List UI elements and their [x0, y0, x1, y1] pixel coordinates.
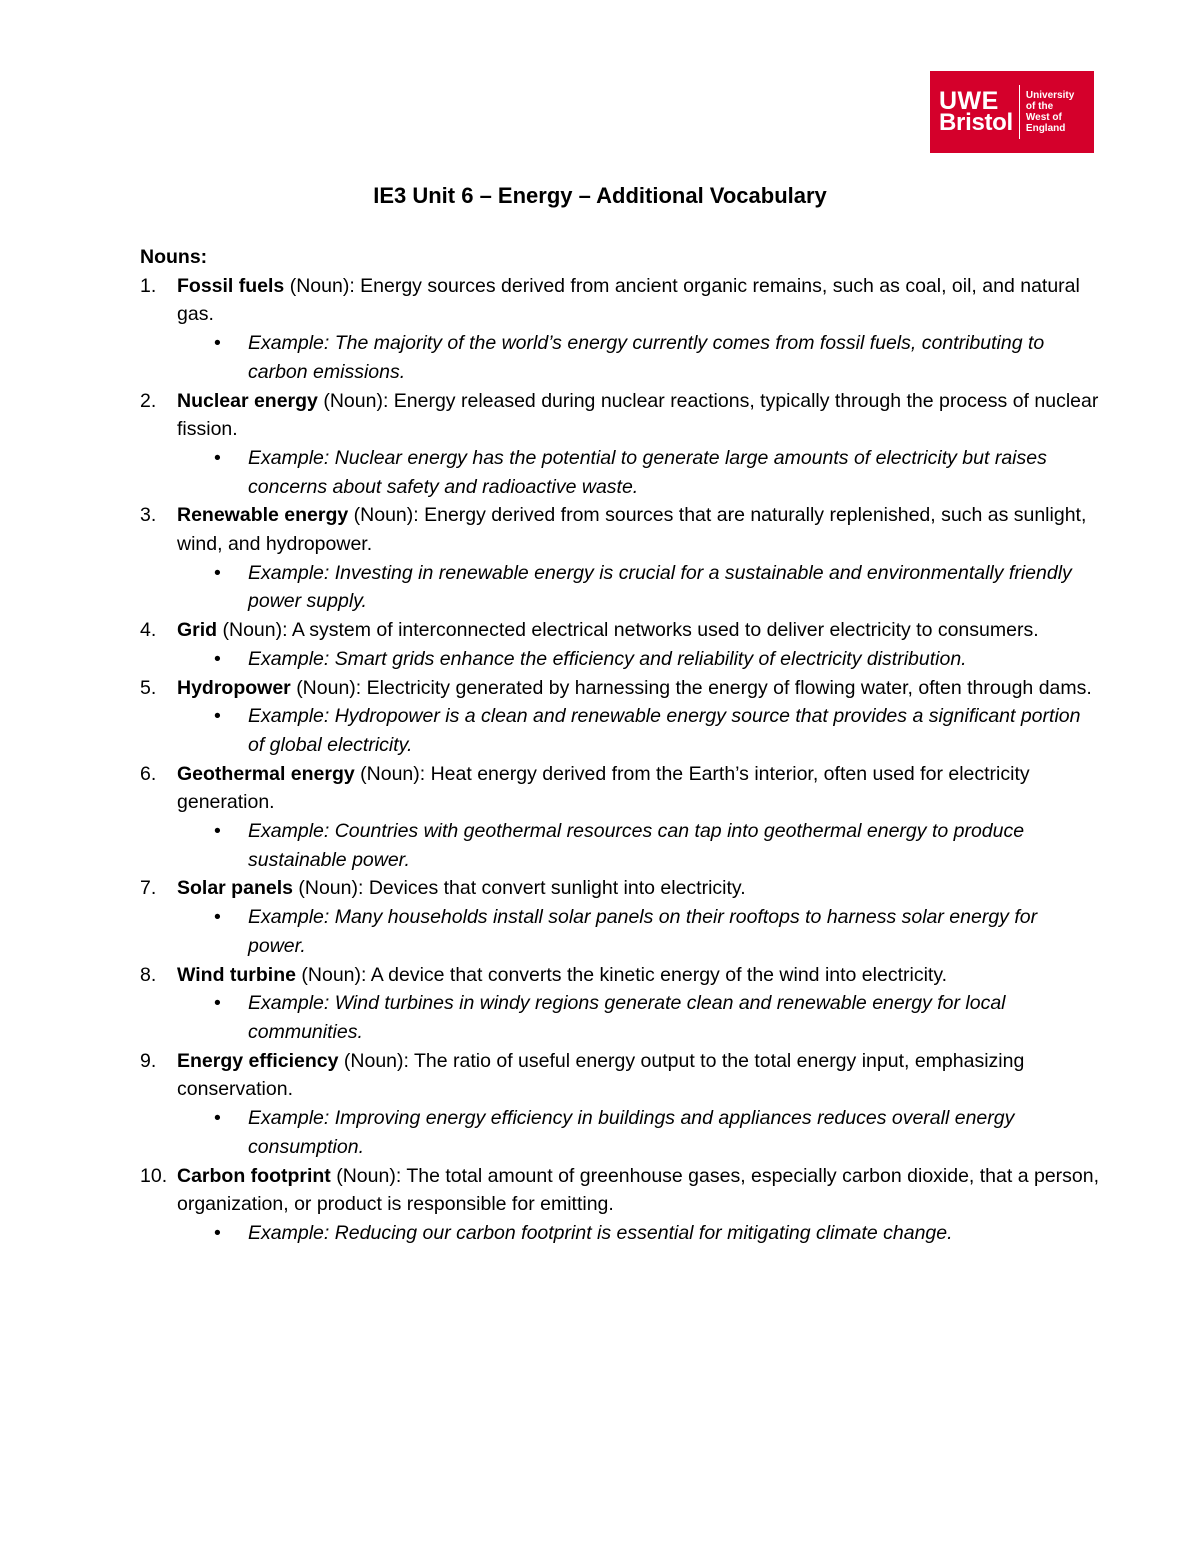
section-heading: Nouns: — [140, 246, 208, 268]
example-list — [177, 444, 1100, 501]
item-number: 3. — [140, 504, 157, 527]
example-list — [177, 329, 1100, 386]
part-of-speech: (Noun) — [289, 274, 350, 297]
logo-sub-line: West of — [1025, 112, 1062, 123]
example-list — [177, 645, 1100, 674]
example-list — [177, 1104, 1100, 1161]
part-of-speech: (Noun) — [222, 619, 283, 642]
vocab-definition: : Electricity generated by harnessing the energy of flowing water, often through dams. — [355, 676, 1092, 699]
bullet-icon: • — [214, 992, 221, 1015]
bullet-icon: • — [214, 820, 221, 843]
example-item — [177, 903, 1100, 960]
bullet-icon: • — [214, 906, 221, 929]
bullet-icon: • — [214, 446, 221, 469]
bullet-icon: • — [214, 332, 221, 355]
vocab-term: Renewable energy — [177, 504, 349, 527]
vocab-definition: : The ratio of useful energy output to the total energy input, emphasizing conservation. — [177, 1049, 1025, 1101]
item-number: 4. — [140, 619, 157, 642]
example-text: Example: Nuclear energy has the potential to generate large amounts of electricity but raises concerns about safety and radioactive waste. — [248, 446, 1047, 498]
part-of-speech: (Noun) — [298, 877, 358, 900]
part-of-speech: (Noun) — [296, 676, 356, 699]
vocab-term: Carbon footprint — [177, 1164, 331, 1187]
vocab-definition: : A device that converts the kinetic energy of the wind into electricity. — [361, 963, 948, 986]
vocab-definition: : The total amount of greenhouse gases, especially carbon dioxide, that a person, organization, or product is responsible for emitting. — [177, 1164, 1100, 1216]
vocab-term: Energy efficiency — [177, 1049, 339, 1072]
vocab-item — [140, 501, 1100, 616]
vocab-item — [140, 674, 1100, 760]
vocab-item — [140, 961, 1100, 1047]
item-number: 7. — [140, 877, 157, 900]
vocab-item — [140, 1162, 1100, 1248]
example-list — [177, 702, 1100, 759]
vocab-item — [140, 760, 1100, 875]
vocab-term: Solar panels — [177, 877, 293, 900]
document-body — [140, 243, 1100, 1248]
vocab-definition: : Energy derived from sources that are naturally replenished, such as sunlight, wind, and hydropower. — [177, 504, 1087, 556]
logo-sub-line: of the — [1025, 101, 1054, 112]
part-of-speech: (Noun) — [353, 504, 414, 527]
example-item — [177, 559, 1100, 616]
logo-divider — [1019, 85, 1020, 139]
example-list — [177, 817, 1100, 874]
example-text: Example: Many households install solar panels on their rooftops to harness solar energy for power. — [248, 906, 1038, 957]
example-list — [177, 989, 1100, 1046]
item-number: 6. — [140, 762, 157, 785]
example-item — [177, 645, 1100, 674]
uwe-bristol-logo — [930, 71, 1094, 153]
example-list — [177, 903, 1100, 960]
bullet-icon: • — [214, 705, 221, 728]
bullet-icon: • — [214, 1107, 221, 1130]
vocab-term: Grid — [177, 619, 218, 642]
example-item — [177, 817, 1100, 874]
example-item — [177, 702, 1100, 759]
example-list — [177, 559, 1100, 616]
vocab-term: Nuclear energy — [177, 389, 318, 412]
item-number: 8. — [140, 963, 157, 986]
vocabulary-list — [140, 272, 1100, 1248]
vocab-definition: : Energy released during nuclear reactions, typically through the process of nuclear fission. — [177, 389, 1099, 441]
bullet-icon: • — [214, 1221, 221, 1244]
logo-line2: Bristol — [939, 109, 1013, 136]
bullet-icon: • — [214, 561, 221, 584]
item-number: 5. — [140, 676, 157, 699]
example-item — [177, 444, 1100, 501]
vocab-term: Geothermal energy — [177, 762, 355, 785]
bullet-icon: • — [214, 647, 221, 670]
document-title: IE3 Unit 6 – Energy – Additional Vocabulary — [373, 183, 827, 208]
logo-sub-line: England — [1025, 123, 1066, 134]
part-of-speech: (Noun) — [301, 963, 362, 986]
part-of-speech: (Noun) — [360, 762, 420, 785]
example-text: Example: Improving energy efficiency in buildings and appliances reduces overall energy consumption. — [248, 1107, 1015, 1158]
example-list — [177, 1219, 1100, 1248]
vocab-item — [140, 1047, 1100, 1162]
vocab-definition: : Energy sources derived from ancient organic remains, such as coal, oil, and natural gas. — [177, 274, 1080, 326]
example-text: Example: Investing in renewable energy is crucial for a sustainable and environmentally friendly power supply. — [248, 561, 1072, 613]
part-of-speech: (Noun) — [323, 389, 383, 412]
vocab-term: Hydropower — [177, 676, 291, 699]
example-text: Example: Reducing our carbon footprint is essential for mitigating climate change. — [248, 1221, 953, 1244]
vocab-term: Wind turbine — [177, 963, 296, 986]
vocab-item — [140, 616, 1100, 673]
example-item — [177, 329, 1100, 386]
vocab-definition: : A system of interconnected electrical networks used to deliver electricity to consumers. — [282, 619, 1039, 642]
example-text: Example: Hydropower is a clean and renewable energy source that provides a significant portion of global electricity. — [248, 705, 1081, 756]
logo-sub-line: University — [1025, 90, 1075, 101]
example-text: Example: Wind turbines in windy regions generate clean and renewable energy for local communities. — [248, 992, 1006, 1043]
logo-subtitle — [1026, 90, 1074, 134]
logo-line1: UWE — [939, 87, 999, 115]
part-of-speech: (Noun) — [336, 1164, 396, 1187]
item-number: 9. — [140, 1049, 157, 1072]
item-number: 10. — [140, 1164, 168, 1187]
example-item — [177, 989, 1100, 1046]
example-item — [177, 1104, 1100, 1161]
vocab-definition: : Devices that convert sunlight into electricity. — [358, 877, 746, 900]
vocab-item — [140, 874, 1100, 960]
example-text: Example: Countries with geothermal resources can tap into geothermal energy to produce sustainable power. — [248, 820, 1025, 871]
example-item — [177, 1219, 1100, 1248]
example-text: Example: The majority of the world’s energy currently comes from fossil fuels, contributing to carbon emissions. — [248, 332, 1045, 383]
item-number: 1. — [140, 274, 157, 297]
vocab-term: Fossil fuels — [177, 274, 285, 297]
item-number: 2. — [140, 389, 157, 412]
part-of-speech: (Noun) — [343, 1049, 404, 1072]
logo-wordmark — [939, 87, 1013, 136]
vocab-item — [140, 272, 1100, 387]
vocab-item — [140, 387, 1100, 502]
example-text: Example: Smart grids enhance the efficiency and reliability of electricity distribution. — [248, 647, 967, 670]
vocab-definition: : Heat energy derived from the Earth’s interior, often used for electricity generation. — [177, 762, 1030, 814]
